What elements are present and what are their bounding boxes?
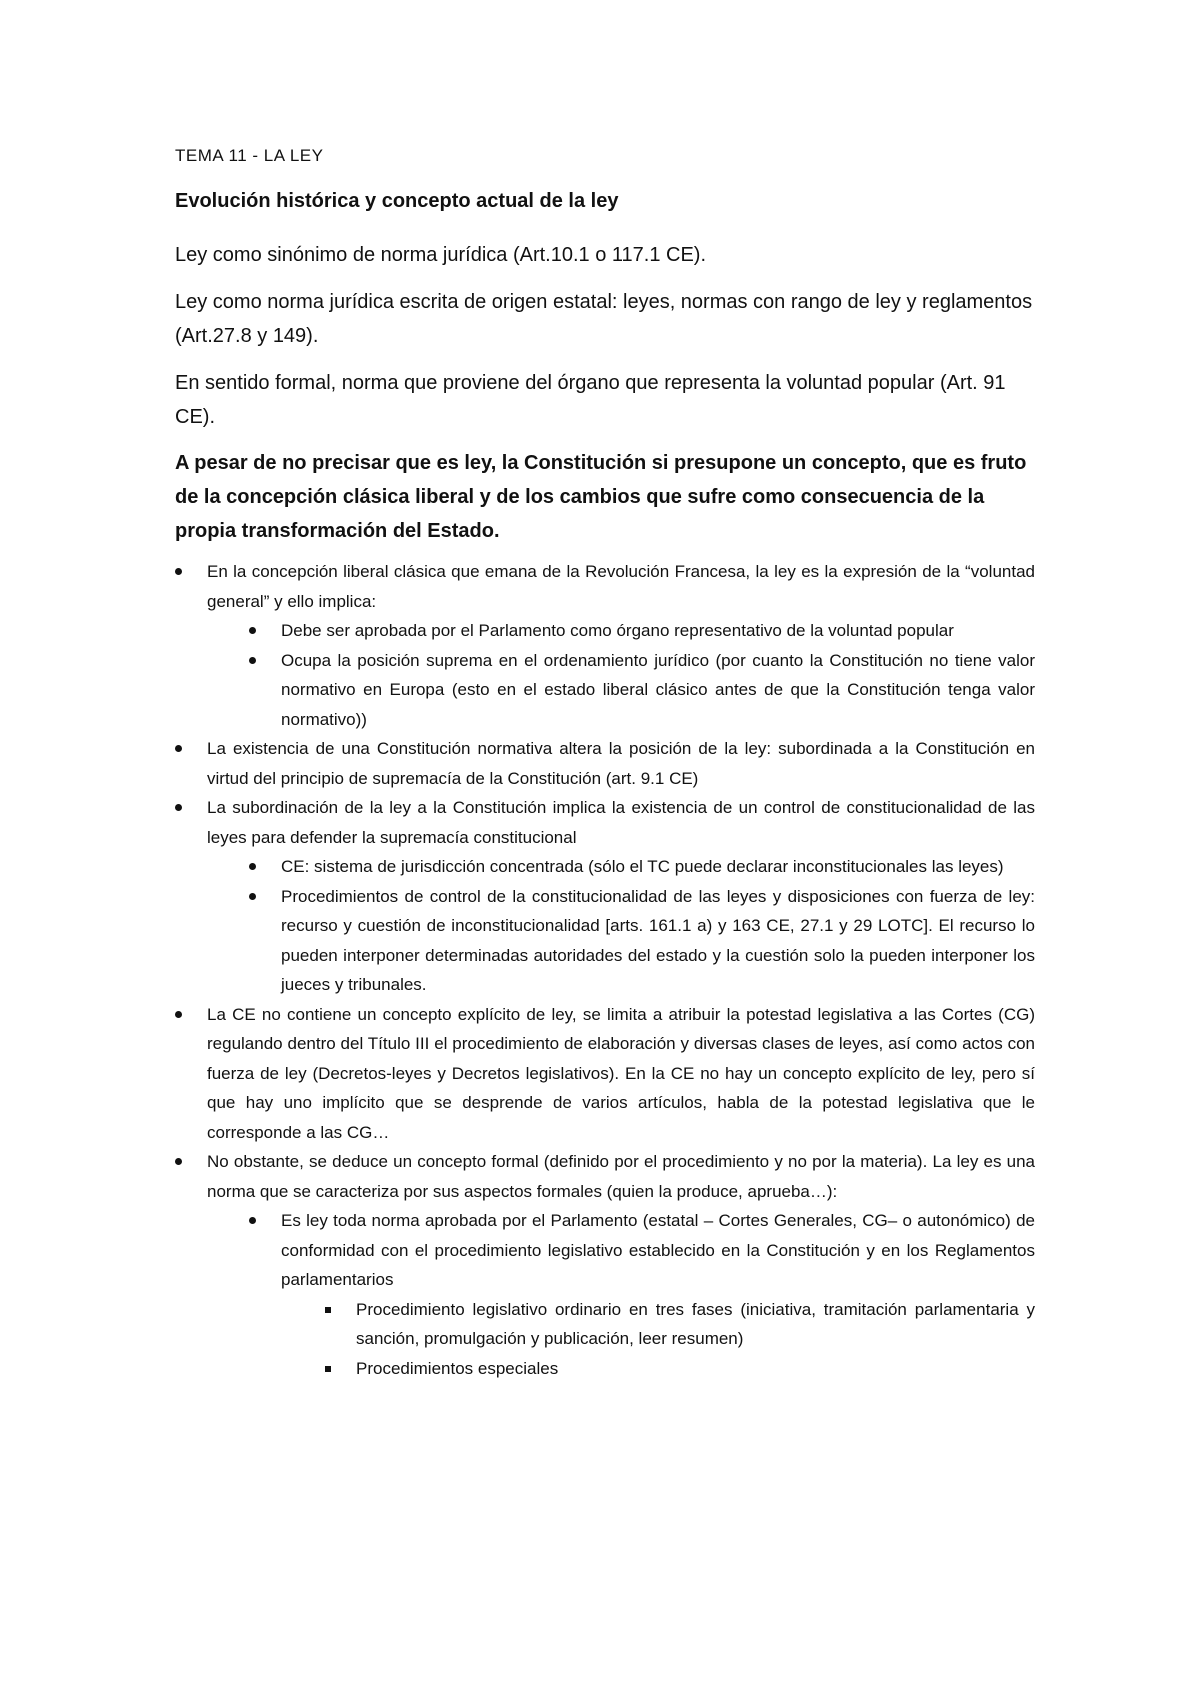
square-bullet-icon (325, 1307, 331, 1313)
list-item-text: Procedimiento legislativo ordinario en tres fases (iniciativa, tramitación parlamentaria y sanción, promulgación y publicación, leer resumen) (356, 1299, 1035, 1348)
bullet-icon (175, 568, 182, 575)
bullet-icon (249, 627, 256, 634)
list-item (175, 1000, 1035, 1148)
list-item (175, 882, 1035, 1000)
paragraph-1: Ley como sinónimo de norma jurídica (Art.10.1 o 117.1 CE). (175, 244, 706, 266)
list-item (175, 734, 1035, 793)
list-item-text: En la concepción liberal clásica que emana de la Revolución Francesa, la ley es la expresión de la “voluntad general” y ello implica: (207, 562, 1035, 611)
square-bullet-icon (325, 1366, 331, 1372)
bullet-icon (249, 1217, 256, 1224)
list-item (175, 557, 1035, 616)
list-item-text: Procedimientos especiales (356, 1358, 559, 1378)
list-item-text: Ocupa la posición suprema en el ordenamiento jurídico (por cuanto la Constitución no tiene valor normativo en Europa (esto en el estado liberal clásico antes de que la Constitución tenga valor normativo)) (281, 650, 1035, 729)
bullet-icon (175, 804, 182, 811)
bullet-icon (249, 893, 256, 900)
topic-title: TEMA 11 - LA LEY (175, 146, 324, 165)
bullet-icon (249, 657, 256, 664)
bullet-icon (175, 745, 182, 752)
list-item (175, 646, 1035, 735)
list-item (175, 1206, 1035, 1295)
list-item (175, 1295, 1035, 1354)
list-item (175, 1147, 1035, 1206)
paragraph-4-text: A pesar de no precisar que es ley, la Constitución si presupone un concepto, que es fruto de la concepción clásica liberal y de los cambios que sufre como consecuencia de la propia transformación del Estado. (175, 452, 1027, 542)
list-item-text: La subordinación de la ley a la Constitución implica la existencia de un control de constitucionalidad de las leyes para defender la supremacía constitucional (207, 798, 1035, 847)
bullet-icon (175, 1011, 182, 1018)
paragraph-4 (175, 446, 1035, 548)
list-item-text: Procedimientos de control de la constitucionalidad de las leyes y disposiciones con fuerza de ley: recurso y cuestión de inconstitucionalidad [arts. 161.1 a) y 163 CE, 27.1 y 29 LOTC]. El recurso lo pueden interponer determinadas autoridades del estado y la cuestión solo la pueden interponer los jueces y tribunales. (281, 886, 1035, 994)
bullet-list (175, 557, 1035, 1383)
list-item-text: Es ley toda norma aprobada por el Parlamento (estatal – Cortes Generales, CG– o autonómico) de conformidad con el procedimiento legislativo establecido en la Constitución y en los Reglamentos parlamentarios (281, 1211, 1035, 1289)
list-item-text: La CE no contiene un concepto explícito de ley, se limita a atribuir la potestad legislativa a las Cortes (CG) regulando dentro del Título III el procedimiento de elaboración y diversas clases de leyes, así como actos con fuerza de ley (Decretos-leyes y Decretos legislativos). En la CE no hay un concepto explícito de ley, pero sí que hay uno implícito que se desprende de varios artículos, habla de la potestad legislativa que le corresponde a las CG… (207, 1004, 1035, 1142)
list-item (175, 793, 1035, 852)
bullet-icon (249, 863, 256, 870)
list-item-text: CE: sistema de jurisdicción concentrada (sólo el TC puede declarar inconstitucionales las leyes) (281, 857, 1004, 876)
list-item-text: La existencia de una Constitución normativa altera la posición de la ley: subordinada a la Constitución en virtud del principio de supremacía de la Constitución (art. 9.1 CE) (207, 739, 1035, 788)
paragraph-2: Ley como norma jurídica escrita de origen estatal: leyes, normas con rango de ley y reglamentos (Art.27.8 y 149). (175, 291, 1033, 347)
list-item (175, 852, 1035, 882)
list-item-text: No obstante, se deduce un concepto formal (definido por el procedimiento y no por la materia). La ley es una norma que se caracteriza por sus aspectos formales (quien la produce, aprueba…): (207, 1152, 1035, 1201)
list-item-text: Debe ser aprobada por el Parlamento como órgano representativo de la voluntad popular (281, 621, 954, 640)
list-item (175, 616, 1035, 646)
section-heading: Evolución histórica y concepto actual de la ley (175, 190, 619, 212)
list-item (175, 1354, 1035, 1384)
paragraph-3: En sentido formal, norma que proviene del órgano que representa la voluntad popular (Art. 91 CE). (175, 372, 1006, 428)
bullet-icon (175, 1158, 182, 1165)
